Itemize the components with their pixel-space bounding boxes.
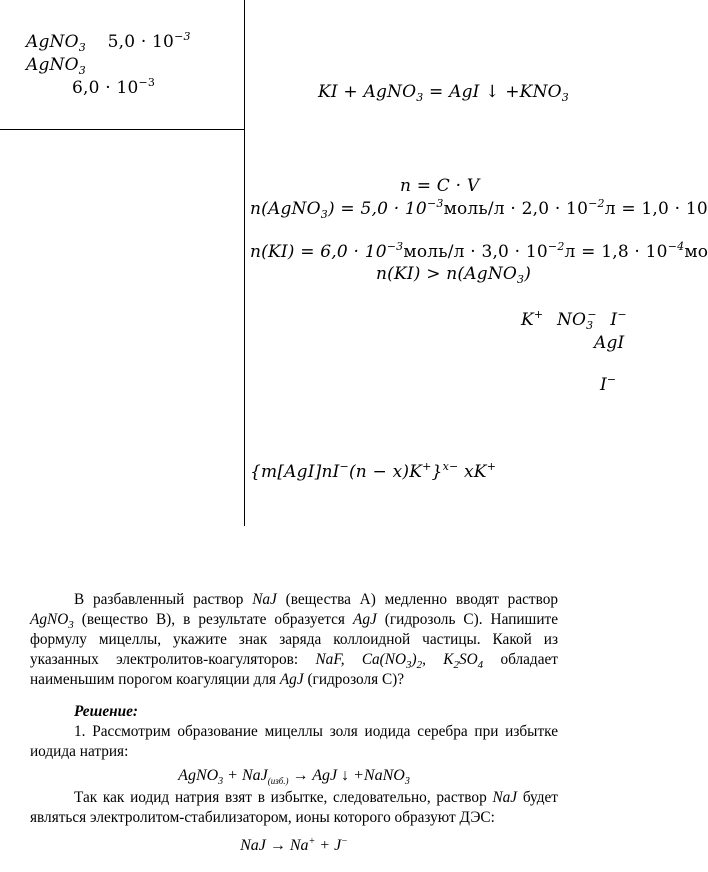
iodide-ion-label: I− bbox=[600, 373, 617, 395]
n-comparison: n(KI) > n(AgNO$_3$) bbox=[376, 264, 532, 286]
given-line-1: AgNO$_3$ $5,0 \cdot 10^{-3}$ bbox=[26, 30, 191, 54]
problem-statement: В разбавленный раствор NaJ (вещества А) медленно вводят раствор AgNO$_3$ (вещество В), в результате образуется AgJ (гидрозоль С). Напишите формулу мицеллы, укажите знак заряда коллоидной частицы. Какой из указанных электролитов-коагуляторов: NaF, $Ca(NO_3)_2$, $K_2SO_4$ обладает наименьшим порогом коагуляции для AgJ (гидрозоля С)? bbox=[30, 591, 559, 688]
agi-label: AgI bbox=[594, 333, 625, 353]
given-line-2: AgNO$_3$ bbox=[26, 55, 86, 77]
horizontal-divider bbox=[0, 129, 245, 130]
equation-2: NaJ → Na+ + J− bbox=[240, 836, 348, 854]
equation-1: AgNO$_3$ + NaJ$_{(изб.)}$ → AgJ ↓ +NaNO$_3$ bbox=[178, 767, 410, 787]
textbook-excerpt bbox=[30, 590, 558, 858]
vertical-divider bbox=[244, 0, 245, 526]
solution-step-2: Так как иодид натрия взят в избытке, следовательно, раствор NaJ будет являться электролитом-стабилизатором, ионы которого образуют ДЭС: bbox=[30, 789, 558, 826]
ion-list: K+ $NO_3^-$ I− bbox=[521, 308, 627, 332]
n-ki-calc: $n(KI) = 6,0 \cdot 10^{-3}моль/л \cdot 3,0 \cdot 10^{-2}л = 1,8 \cdot 10^{-4}мо$ bbox=[250, 240, 708, 262]
reaction-equation: KI + AgNO$_3$ = AgI ↓ $+KNO_3$ bbox=[318, 82, 569, 104]
n-agno3-calc: n(AgNO$_3$) = $5,0 \cdot 10^{-3}моль/л \cdot 2,0 \cdot 10^{-2}л = 1,0 \cdot 10$ bbox=[250, 197, 708, 221]
solution-heading: Решение: bbox=[74, 703, 138, 720]
micelle-formula: $\{m[AgI]nI^-(n - x)K^+\}^{x-}$ xK+ bbox=[250, 460, 497, 482]
given-line-2-value: $6,0 \cdot 10^{-3}$ bbox=[72, 76, 156, 98]
formula-n-cv: n = C · V bbox=[400, 176, 480, 196]
solution-step-1: 1. Рассмотрим образование мицеллы золя иодида серебра при избытке иодида натрия: bbox=[30, 723, 558, 760]
